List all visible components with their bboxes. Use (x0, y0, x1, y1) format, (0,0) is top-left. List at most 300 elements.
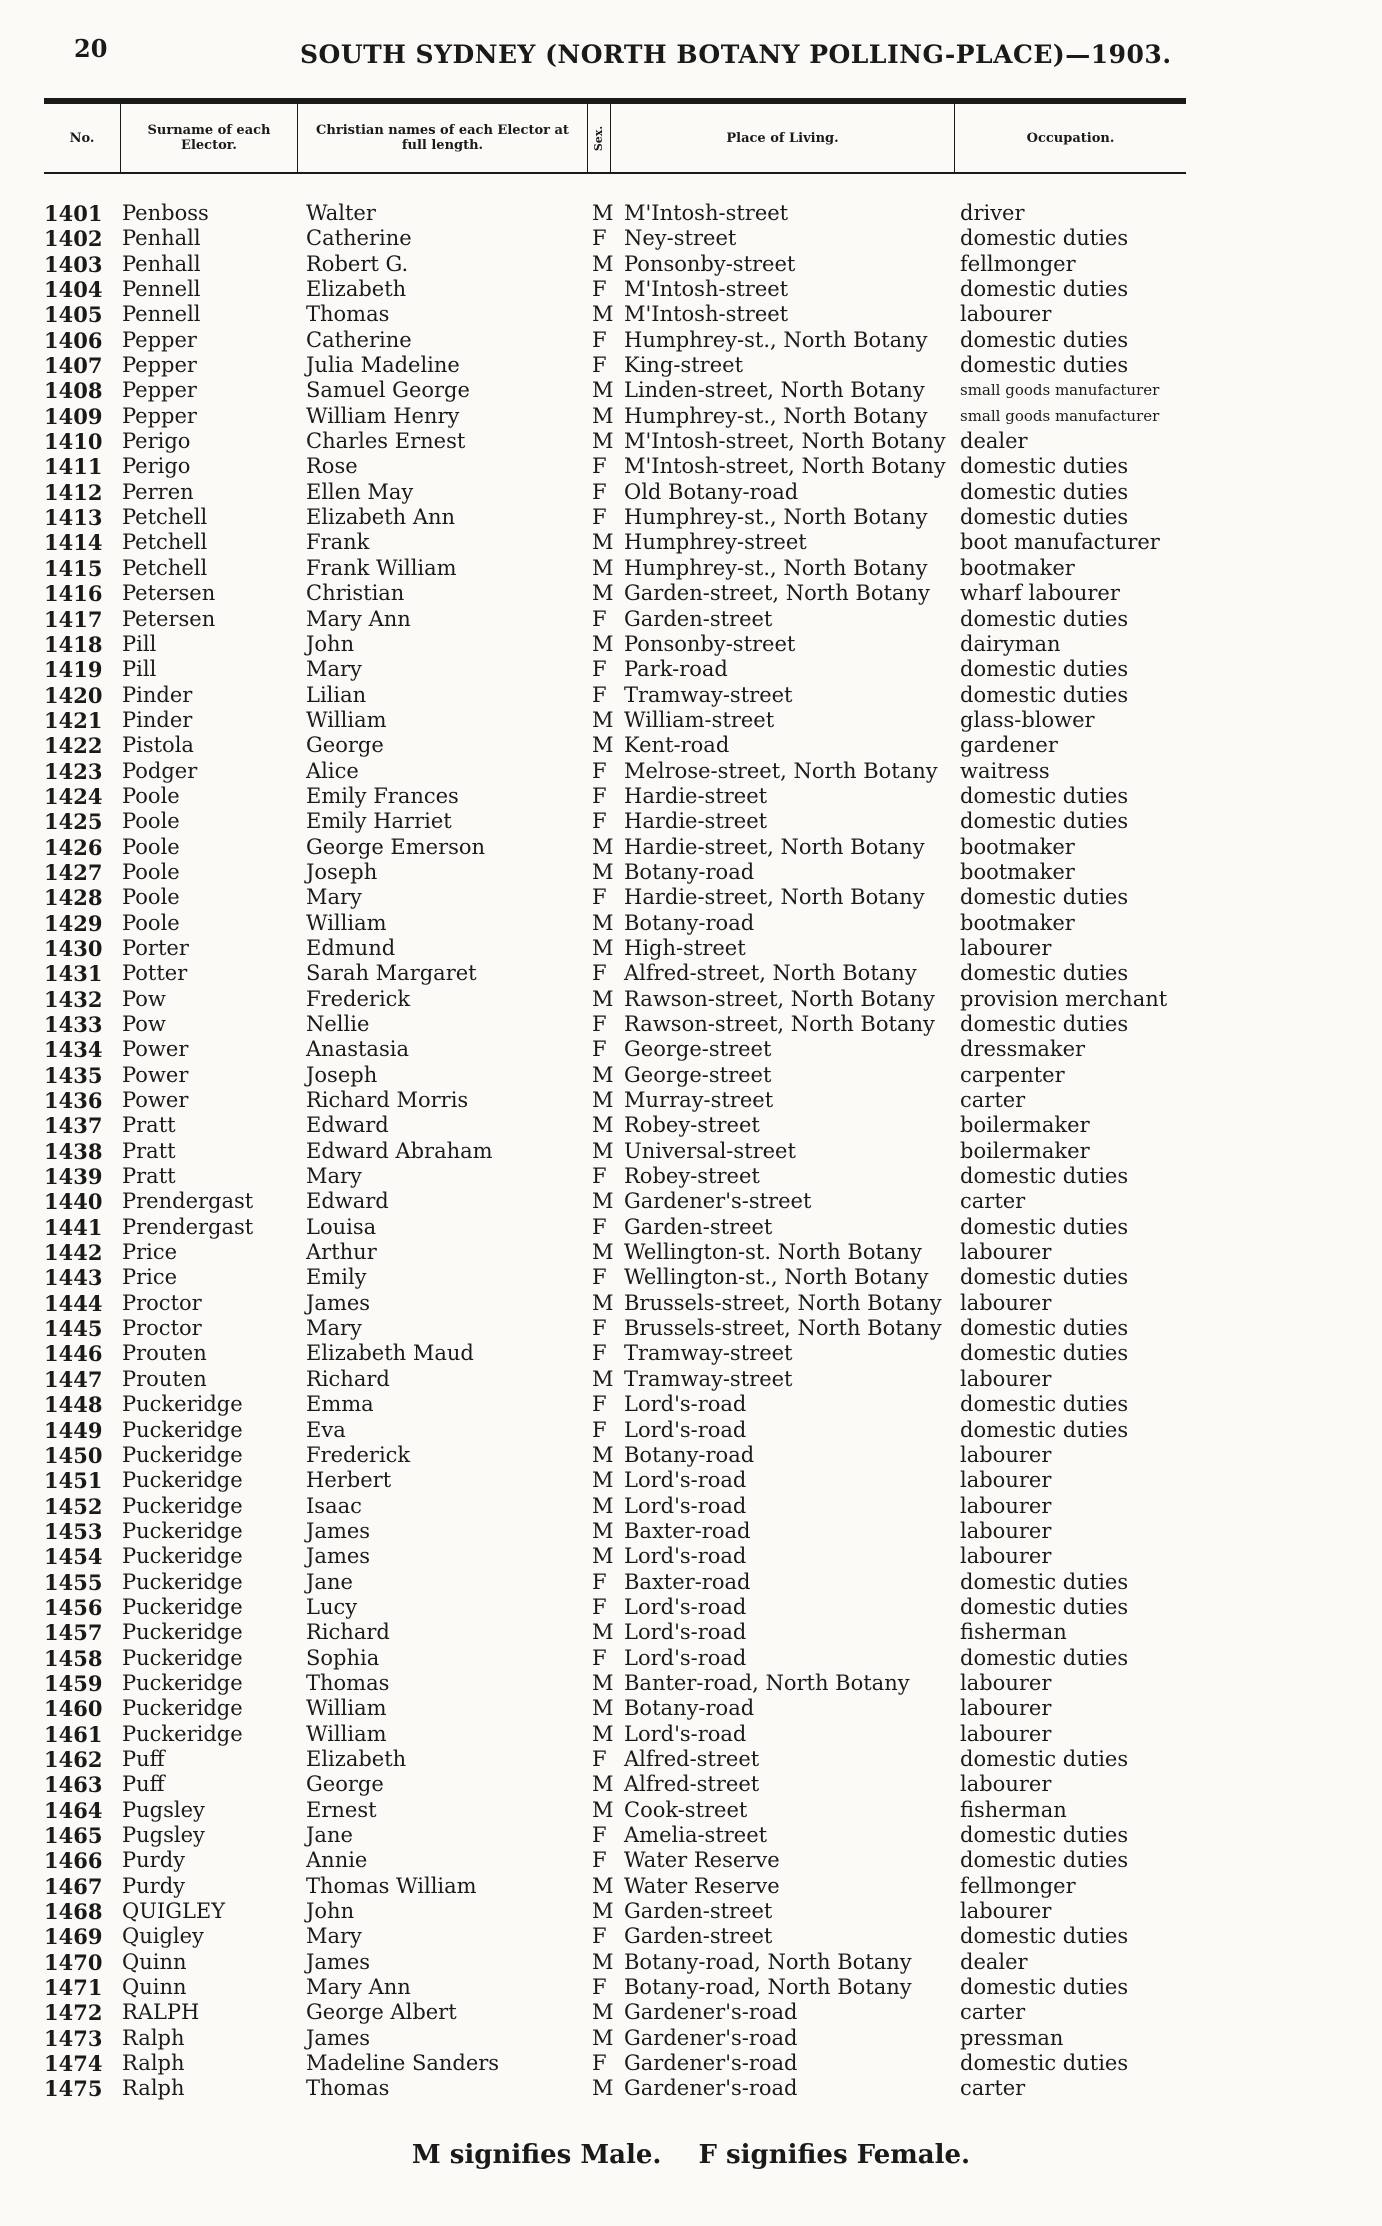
elector-place-of-living: George-street (624, 1062, 772, 1087)
elector-surname: Pinder (122, 707, 193, 732)
elector-christian-names: Emma (306, 1392, 374, 1417)
elector-place-of-living: Gardener's-road (624, 2076, 798, 2101)
elector-number: 1437 (44, 1113, 103, 1139)
elector-surname: Podger (122, 758, 198, 783)
table-row (0, 683, 1382, 708)
elector-surname: Puckeridge (122, 1442, 243, 1467)
elector-christian-names: Edward (306, 1113, 389, 1138)
elector-number: 1459 (44, 1670, 103, 1696)
header-rule-bottom (44, 172, 1186, 174)
elector-place-of-living: Brussels-street, North Botany (624, 1290, 942, 1315)
elector-christian-names: George Emerson (306, 834, 486, 859)
elector-christian-names: Mary Ann (306, 1975, 411, 2000)
elector-christian-names: Robert G. (306, 251, 409, 276)
column-header-no: No. (44, 104, 121, 172)
elector-sex: F (592, 1265, 607, 1290)
elector-sex: M (592, 302, 614, 327)
table-row (0, 809, 1382, 834)
table-row (0, 961, 1382, 986)
elector-occupation: dairyman (960, 631, 1061, 656)
elector-place-of-living: Garden-street (624, 1899, 773, 1924)
elector-sex: F (592, 454, 607, 479)
elector-occupation: boot manufacturer (960, 530, 1160, 555)
elector-number: 1406 (44, 327, 103, 353)
elector-place-of-living: Humphrey-st., North Botany (624, 327, 928, 352)
elector-surname: Prouten (122, 1366, 207, 1391)
elector-place-of-living: Tramway-street (624, 1366, 793, 1391)
elector-christian-names: Emily Harriet (306, 809, 452, 834)
elector-occupation: domestic duties (960, 1392, 1129, 1417)
table-row (0, 1265, 1382, 1290)
elector-occupation: glass-blower (960, 707, 1095, 732)
elector-occupation: labourer (960, 1544, 1052, 1569)
page-header (0, 28, 1382, 78)
elector-number: 1440 (44, 1189, 103, 1215)
elector-occupation: labourer (960, 1772, 1052, 1797)
elector-occupation: labourer (960, 302, 1052, 327)
elector-number: 1428 (44, 885, 103, 911)
elector-place-of-living: Humphrey-st., North Botany (624, 555, 928, 580)
column-header-sex-label: Sex. (592, 125, 606, 151)
elector-number: 1442 (44, 1240, 103, 1266)
table-row (0, 1899, 1382, 1924)
elector-number: 1461 (44, 1721, 103, 1747)
elector-occupation: domestic duties (960, 1975, 1129, 2000)
table-row (0, 911, 1382, 936)
elector-place-of-living: Garden-street (624, 1214, 773, 1239)
table-row (0, 1341, 1382, 1366)
elector-sex: M (592, 631, 614, 656)
elector-place-of-living: Rawson-street, North Botany (624, 986, 935, 1011)
elector-surname: Power (122, 1037, 189, 1062)
elector-sex: M (592, 1290, 614, 1315)
elector-sex: M (592, 378, 614, 403)
elector-christian-names: Eva (306, 1417, 346, 1442)
elector-sex: F (592, 327, 607, 352)
elector-sex: M (592, 1544, 614, 1569)
elector-surname: Power (122, 1062, 189, 1087)
elector-sex: M (592, 581, 614, 606)
elector-sex: M (592, 707, 614, 732)
elector-occupation: domestic duties (960, 682, 1129, 707)
elector-surname: Pill (122, 657, 157, 682)
elector-surname: Purdy (122, 1873, 185, 1898)
elector-number: 1433 (44, 1012, 103, 1037)
elector-christian-names: Louisa (306, 1214, 377, 1239)
elector-place-of-living: Hardie-street (624, 809, 768, 834)
elector-occupation: waitress (960, 758, 1050, 783)
elector-place-of-living: M'Intosh-street (624, 302, 789, 327)
elector-surname: Pepper (122, 403, 197, 428)
table-row (0, 1037, 1382, 1062)
table-row (0, 480, 1382, 505)
elector-surname: Quigley (122, 1924, 204, 1949)
elector-christian-names: John (306, 631, 355, 656)
elector-place-of-living: Wellington-st., North Botany (624, 1265, 929, 1290)
elector-place-of-living: Amelia-street (624, 1823, 768, 1847)
elector-surname: Perigo (122, 454, 191, 479)
elector-occupation: driver (960, 201, 1025, 225)
elector-christian-names: Mary Ann (306, 606, 411, 631)
elector-christian-names: Richard (306, 1620, 390, 1645)
elector-surname: Puckeridge (122, 1417, 243, 1442)
elector-surname: Pratt (122, 1113, 176, 1138)
elector-sex: M (592, 1088, 614, 1113)
elector-occupation: labourer (960, 1442, 1052, 1467)
table-row (0, 1848, 1382, 1873)
elector-place-of-living: Murray-street (624, 1088, 774, 1113)
table-row (0, 784, 1382, 809)
elector-sex: F (592, 479, 607, 504)
elector-surname: Purdy (122, 1848, 185, 1873)
elector-sex: M (592, 555, 614, 580)
table-row (0, 936, 1382, 961)
elector-christian-names: Richard Morris (306, 1088, 469, 1113)
elector-christian-names: Sarah Margaret (306, 961, 477, 986)
elector-christian-names: Lucy (306, 1594, 358, 1619)
elector-place-of-living: Alfred-street (624, 1746, 760, 1771)
elector-surname: RALPH (122, 2000, 200, 2025)
elector-place-of-living: Gardener's-road (624, 2000, 798, 2025)
elector-place-of-living: Lord's-road (624, 1544, 747, 1569)
elector-number: 1448 (44, 1392, 103, 1418)
elector-number: 1430 (44, 935, 103, 961)
elector-occupation: bootmaker (960, 859, 1075, 884)
elector-sex: M (592, 201, 614, 225)
elector-surname: Poole (122, 809, 180, 834)
table-row (0, 378, 1382, 403)
elector-number: 1410 (44, 429, 103, 455)
elector-number: 1422 (44, 733, 103, 759)
elector-number: 1463 (44, 1772, 103, 1798)
elector-christian-names: Catherine (306, 327, 412, 352)
elector-number: 1412 (44, 479, 103, 505)
elector-sex: F (592, 353, 607, 378)
table-row (0, 328, 1382, 353)
elector-christian-names: James (306, 2025, 371, 2050)
elector-number: 1414 (44, 530, 103, 556)
elector-occupation: labourer (960, 1240, 1052, 1265)
elector-sex: M (592, 1797, 614, 1822)
elector-sex: M (592, 1518, 614, 1543)
elector-christian-names: Nellie (306, 1012, 370, 1036)
elector-christian-names: Thomas (306, 2076, 390, 2101)
elector-number: 1436 (44, 1088, 103, 1114)
table-row (0, 835, 1382, 860)
elector-place-of-living: M'Intosh-street (624, 201, 789, 225)
elector-christian-names: Mary (306, 885, 362, 910)
elector-place-of-living: Linden-street, North Botany (624, 378, 925, 403)
elector-number: 1450 (44, 1442, 103, 1468)
elector-place-of-living: Cook-street (624, 1797, 748, 1822)
elector-sex: M (592, 1062, 614, 1087)
table-row (0, 1468, 1382, 1493)
elector-sex: M (592, 733, 614, 758)
column-header-sex (588, 104, 611, 172)
elector-surname: Ralph (122, 2051, 185, 2076)
elector-occupation: labourer (960, 1696, 1052, 1721)
elector-sex: F (592, 682, 607, 707)
elector-place-of-living: George-street (624, 1037, 772, 1062)
elector-christian-names: James (306, 1518, 371, 1543)
elector-place-of-living: Lord's-road (624, 1417, 747, 1442)
elector-place-of-living: Humphrey-st., North Botany (624, 505, 928, 530)
table-row (0, 607, 1382, 632)
elector-surname: Puckeridge (122, 1468, 243, 1493)
elector-occupation: labourer (960, 1518, 1052, 1543)
elector-christian-names: Catherine (306, 226, 412, 251)
elector-surname: Pratt (122, 1164, 176, 1189)
elector-sex: F (592, 783, 607, 808)
elector-christian-names: Edmund (306, 935, 396, 960)
elector-occupation: domestic duties (960, 1214, 1129, 1239)
elector-christian-names: Elizabeth (306, 1746, 407, 1771)
elector-occupation: pressman (960, 2025, 1064, 2050)
elector-number: 1467 (44, 1873, 103, 1899)
elector-occupation: domestic duties (960, 479, 1129, 504)
elector-place-of-living: Botany-road, North Botany (624, 1949, 912, 1974)
elector-sex: F (592, 1645, 607, 1670)
elector-occupation: domestic duties (960, 454, 1129, 479)
elector-christian-names: Elizabeth Maud (306, 1341, 474, 1366)
elector-place-of-living: Botany-road (624, 1442, 755, 1467)
elector-christian-names: Ernest (306, 1797, 377, 1822)
table-row (0, 2026, 1382, 2051)
table-row (0, 1722, 1382, 1747)
elector-number: 1429 (44, 910, 103, 936)
elector-number: 1470 (44, 1949, 103, 1975)
elector-occupation: labourer (960, 1899, 1052, 1924)
elector-occupation: dressmaker (960, 1037, 1086, 1062)
elector-sex: F (592, 885, 607, 910)
elector-occupation: domestic duties (960, 1645, 1129, 1670)
elector-number: 1471 (44, 1975, 103, 2001)
elector-occupation: domestic duties (960, 885, 1129, 910)
elector-sex: F (592, 1164, 607, 1189)
elector-number: 1475 (44, 2076, 103, 2102)
elector-christian-names: George Albert (306, 2000, 457, 2025)
elector-surname: Prendergast (122, 1189, 254, 1214)
elector-occupation: small goods manufacturer (960, 381, 1160, 400)
elector-occupation: domestic duties (960, 1924, 1129, 1949)
elector-occupation: bootmaker (960, 834, 1075, 859)
elector-sex: M (592, 1721, 614, 1746)
elector-christian-names: Mary (306, 657, 362, 682)
elector-surname: Quinn (122, 1975, 187, 2000)
elector-surname: Petersen (122, 606, 216, 631)
elector-place-of-living: Robey-street (624, 1164, 760, 1189)
elector-surname: Perren (122, 479, 194, 504)
elector-place-of-living: M'Intosh-street, North Botany (624, 429, 946, 454)
elector-occupation: boilermaker (960, 1113, 1090, 1138)
elector-surname: Puckeridge (122, 1544, 243, 1569)
elector-sex: F (592, 2051, 607, 2076)
elector-sex: M (592, 1138, 614, 1163)
elector-place-of-living: Lord's-road (624, 1620, 747, 1645)
elector-place-of-living: Hardie-street (624, 783, 768, 808)
elector-sex: F (592, 1392, 607, 1417)
elector-occupation: labourer (960, 1366, 1052, 1391)
elector-sex: F (592, 1569, 607, 1594)
table-row (0, 733, 1382, 758)
table-row (0, 1012, 1382, 1037)
elector-place-of-living: Gardener's-road (624, 2025, 798, 2050)
elector-place-of-living: Old Botany-road (624, 479, 799, 504)
elector-occupation: domestic duties (960, 1417, 1129, 1442)
elector-christian-names: James (306, 1290, 371, 1315)
elector-place-of-living: Ponsonby-street (624, 631, 796, 656)
table-row (0, 2076, 1382, 2101)
column-header-christian-names: Christian names of each Elector at full length. (298, 104, 588, 172)
elector-number: 1402 (44, 226, 103, 252)
elector-sex: F (592, 226, 607, 251)
table-row (0, 1291, 1382, 1316)
elector-number: 1469 (44, 1924, 103, 1950)
elector-number: 1418 (44, 631, 103, 657)
elector-surname: Poole (122, 783, 180, 808)
elector-occupation: domestic duties (960, 1569, 1129, 1594)
elector-surname: Prouten (122, 1341, 207, 1366)
elector-occupation: domestic duties (960, 1012, 1129, 1036)
elector-occupation: wharf labourer (960, 581, 1120, 606)
elector-sex: F (592, 1037, 607, 1062)
elector-occupation: dealer (960, 429, 1028, 454)
elector-surname: Petchell (122, 505, 208, 530)
elector-number: 1443 (44, 1265, 103, 1291)
elector-sex: M (592, 910, 614, 935)
table-row (0, 454, 1382, 479)
table-row (0, 1316, 1382, 1341)
elector-place-of-living: Baxter-road (624, 1518, 751, 1543)
elector-occupation: domestic duties (960, 1848, 1129, 1873)
elector-sex: M (592, 251, 614, 276)
elector-place-of-living: Ponsonby-street (624, 251, 796, 276)
elector-surname: Poole (122, 885, 180, 910)
elector-occupation: labourer (960, 1468, 1052, 1493)
elector-occupation: fisherman (960, 1797, 1067, 1822)
elector-sex: F (592, 277, 607, 302)
table-row (0, 1418, 1382, 1443)
table-row (0, 1595, 1382, 1620)
elector-christian-names: Arthur (306, 1240, 377, 1265)
elector-occupation: small goods manufacturer (960, 406, 1160, 425)
elector-place-of-living: Park-road (624, 657, 728, 682)
elector-christian-names: Joseph (306, 859, 378, 884)
table-row (0, 1088, 1382, 1113)
table-row (0, 1063, 1382, 1088)
elector-sex: F (592, 809, 607, 834)
elector-place-of-living: Humphrey-street (624, 530, 807, 555)
elector-number: 1421 (44, 707, 103, 733)
elector-sex: M (592, 1366, 614, 1391)
elector-christian-names: Elizabeth Ann (306, 505, 456, 530)
elector-christian-names: William Henry (306, 403, 460, 428)
elector-christian-names: Emily (306, 1265, 367, 1290)
elector-surname: Pratt (122, 1138, 176, 1163)
table-row (0, 302, 1382, 327)
elector-surname: Petchell (122, 555, 208, 580)
elector-number: 1401 (44, 201, 103, 226)
elector-place-of-living: Hardie-street, North Botany (624, 885, 925, 910)
elector-sex: M (592, 1113, 614, 1138)
elector-occupation: domestic duties (960, 1823, 1129, 1847)
elector-surname: Pinder (122, 682, 193, 707)
elector-surname: Perigo (122, 429, 191, 454)
elector-surname: Poole (122, 910, 180, 935)
elector-surname: Puckeridge (122, 1594, 243, 1619)
elector-surname: Ralph (122, 2025, 185, 2050)
elector-surname: Price (122, 1240, 178, 1265)
elector-number: 1423 (44, 758, 103, 784)
elector-surname: Petchell (122, 530, 208, 555)
elector-christian-names: Lilian (306, 682, 367, 707)
elector-place-of-living: Lord's-road (624, 1392, 747, 1417)
elector-number: 1453 (44, 1518, 103, 1544)
elector-place-of-living: Tramway-street (624, 1341, 793, 1366)
elector-occupation: fellmonger (960, 251, 1076, 276)
elector-place-of-living: High-street (624, 935, 746, 960)
elector-place-of-living: M'Intosh-street, North Botany (624, 454, 946, 479)
elector-surname: Pow (122, 1012, 166, 1036)
elector-occupation: carter (960, 1088, 1026, 1113)
elector-sex: F (592, 657, 607, 682)
elector-christian-names: Emily Frances (306, 783, 459, 808)
elector-sex: F (592, 1975, 607, 2000)
elector-place-of-living: Lord's-road (624, 1493, 747, 1518)
elector-occupation: fisherman (960, 1620, 1067, 1645)
elector-place-of-living: William-street (624, 707, 775, 732)
elector-number: 1408 (44, 378, 103, 404)
table-row (0, 556, 1382, 581)
elector-surname: Puckeridge (122, 1518, 243, 1543)
elector-place-of-living: Baxter-road (624, 1569, 751, 1594)
elector-number: 1420 (44, 682, 103, 708)
elector-place-of-living: Brussels-street, North Botany (624, 1316, 942, 1341)
table-row (0, 1874, 1382, 1899)
elector-surname: Potter (122, 961, 188, 986)
elector-number: 1438 (44, 1138, 103, 1164)
elector-number: 1416 (44, 581, 103, 607)
elector-place-of-living: Humphrey-st., North Botany (624, 403, 928, 428)
elector-christian-names: Anastasia (306, 1037, 409, 1062)
elector-christian-names: Isaac (306, 1493, 362, 1518)
elector-number: 1409 (44, 403, 103, 429)
elector-surname: Prendergast (122, 1214, 254, 1239)
elector-place-of-living: Wellington-st. North Botany (624, 1240, 922, 1265)
elector-sex: M (592, 1772, 614, 1797)
elector-occupation: carter (960, 2000, 1026, 2025)
elector-number: 1466 (44, 1848, 103, 1874)
elector-christian-names: Walter (306, 201, 376, 225)
elector-sex: M (592, 1493, 614, 1518)
elector-occupation: domestic duties (960, 1341, 1129, 1366)
elector-christian-names: George (306, 1772, 384, 1797)
elector-sex: M (592, 1949, 614, 1974)
elector-surname: Puckeridge (122, 1620, 243, 1645)
elector-sex: M (592, 2025, 614, 2050)
table-row (0, 1139, 1382, 1164)
elector-christian-names: Samuel George (306, 378, 470, 403)
elector-occupation: dealer (960, 1949, 1028, 1974)
elector-occupation: domestic duties (960, 226, 1129, 251)
elector-occupation: carter (960, 1189, 1026, 1214)
elector-number: 1405 (44, 302, 103, 328)
elector-surname: Petersen (122, 581, 216, 606)
elector-surname: Penhall (122, 251, 201, 276)
elector-occupation: gardener (960, 733, 1058, 758)
elector-number: 1403 (44, 251, 103, 277)
footer-legend (0, 2140, 1382, 2170)
